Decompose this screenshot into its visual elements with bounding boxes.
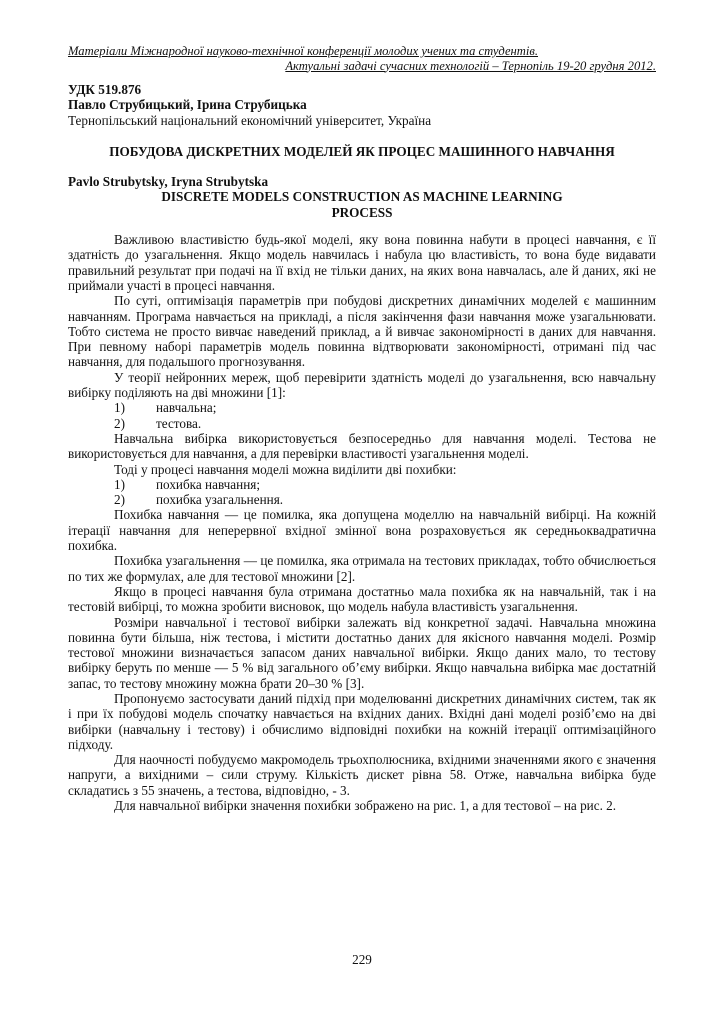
list-number: 1): [114, 400, 125, 416]
running-header-line1: Матеріали Міжнародної науково-технічної конференції молодих учених та студентів.: [68, 44, 539, 58]
list-item: [114, 416, 656, 431]
paragraph: Похибка узагальнення — це помилка, яка отримала на тестових прикладах, тобто обчислюється по тих же формулах, але для тестової множини [2].: [68, 553, 656, 584]
paragraph: Розміри навчальної і тестової вибірки залежать від конкретної задачі. Навчальна множина повинна бути більша, ніж тестова, і містити достатньо даних для якісного навчання моделі. Розмір тестової множини визначається запасом даних навчальної вибірки. Якщо даних мало, то тестову вибірку беруть по менше — 5 % від загального об’єму вибірки. Якщо навчальна вибірка має достатній запас, то тестову множину можна брати 20–30 % [3].: [68, 614, 656, 691]
list-text: навчальна;: [156, 400, 217, 416]
paragraph: Важливою властивістю будь-якої моделі, яку вона повинна набути в процесі навчання, є її здатність до узагальнення. Якщо модель навчилась і набула цю властивість, то вона буде видавати правильний результат при подачі на її вхід не тільки даних, на яких вона навчалась, але й даних, які не приймали участі в процесі навчання.: [68, 232, 656, 293]
list-item: [114, 477, 656, 492]
list-text: похибка узагальнення.: [156, 492, 284, 508]
paragraph: Пропонуємо застосувати даний підхід при моделюванні дискретних динамічних систем, так як і при їх побудові модель спочатку навчається на вхідних даних. Вхідні дані моделі розіб’ємо на дві вибірки (навчальну і тестову) і обчислимо відповідні похибки на кожній ітерації оптимізаційного підходу.: [68, 690, 656, 752]
authors-en: Pavlo Strubytsky, Iryna Strubytska: [68, 174, 269, 190]
paragraph: Похибка навчання — це помилка, яка допущена моделлю на навчальній вибірці. На кожній ітерації навчання для неперервної вхідної змінної вона розраховується як середньоквадратична похибка.: [68, 507, 656, 554]
paper-page: [68, 44, 656, 813]
title-en-line1: DISCRETE MODELS CONSTRUCTION AS MACHINE LEARNING: [161, 189, 563, 205]
title-ua: ПОБУДОВА ДИСКРЕТНИХ МОДЕЛЕЙ ЯК ПРОЦЕС МАШИННОГО НАВЧАННЯ: [109, 143, 615, 159]
page-number: 229: [352, 952, 372, 967]
list-text: тестова.: [156, 415, 202, 431]
authors-ua: Павло Струбицький, Ірина Струбицька: [68, 97, 307, 113]
paragraph: Тоді у процесі навчання моделі можна виділити дві похибки:: [114, 461, 457, 477]
paragraph: По суті, оптимізація параметрів при побудові дискретних динамічних моделей є машинним навчанням. Програма навчається на прикладі, а після закінчення фази навчання може узагальнювати. Тобто система не просто вивчає наведений приклад, а й вивчає закономірності в даних для навчання. При певному наборі параметрів модель повинна відтворювати закономірності, отримані під час навчання, для подальшого прогнозування.: [68, 293, 656, 370]
paragraph: Навчальна вибірка використовується безпосередньо для навчання моделі. Тестова не використовується для навчання, а для перевірки властивості узагальнення моделі.: [68, 430, 656, 462]
list-item: [114, 492, 656, 507]
running-header-line2: Актуальні задачі сучасних технологій – Тернопіль 19-20 грудня 2012.: [285, 58, 656, 73]
title-en: [68, 189, 656, 220]
list-item: [114, 400, 656, 415]
list-text: похибка навчання;: [156, 476, 261, 492]
article-body: [68, 232, 656, 813]
paragraph: У теорії нейронних мереж, щоб перевірити здатність моделі до узагальнення, всю навчальну вибірку поділяють на дві множини [1]:: [68, 369, 656, 401]
udk-code: УДК 519.876: [68, 82, 142, 97]
paragraph: Для навчальної вибірки значення похибки зображено на рис. 1, а для тестової – на рис. 2.: [114, 798, 617, 814]
list-number: 2): [114, 415, 125, 431]
paragraph: Якщо в процесі навчання була отримана достатньо мала похибка як на навчальній, так і на тестовій вибірці, то можна зробити висновок, що модель набула властивість узагальнення.: [68, 583, 656, 615]
list-number: 2): [114, 492, 125, 508]
list-number: 1): [114, 476, 125, 492]
title-en-line2: PROCESS: [331, 204, 393, 220]
affiliation: Тернопільський національний економічний університет, Україна: [68, 112, 432, 128]
paragraph: Для наочності побудуємо макромодель трьохполюсника, вхідними значеннями якого є значення напруги, а вихідними – сили струму. Кількість дискет рівна 58. Отже, навчальна вибірка буде складатись з 55 значень, а тестова, відповідно, - 3.: [68, 752, 656, 798]
